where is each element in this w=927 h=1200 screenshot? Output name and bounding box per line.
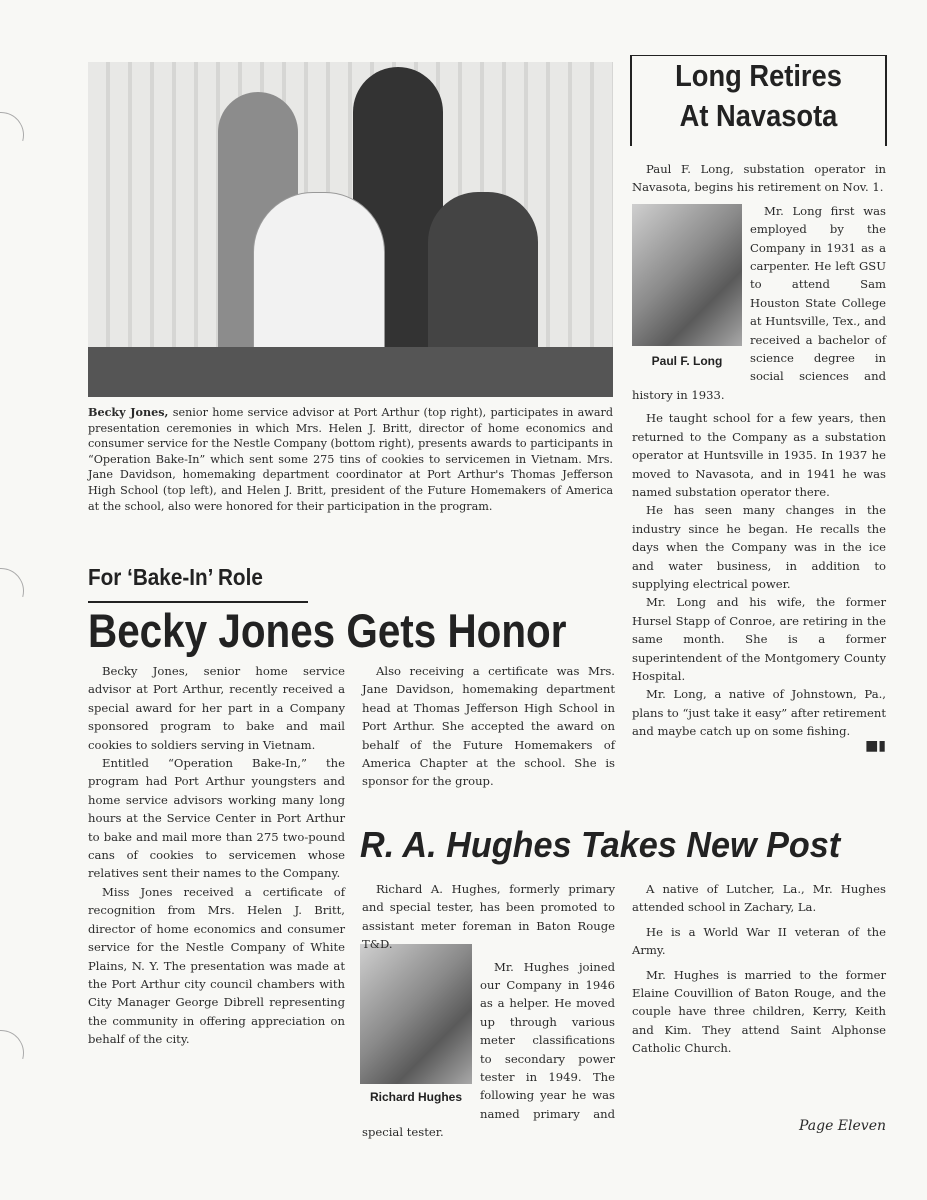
paul-long-photo-caption: Paul F. Long	[651, 353, 723, 368]
long-headline-box	[630, 55, 887, 146]
hughes-article-col2	[632, 880, 886, 1058]
punch-hole	[0, 104, 32, 167]
punch-hole	[0, 1022, 32, 1085]
punch-hole	[0, 560, 32, 623]
paragraph: Entitled “Operation Bake-In,” the program had Port Arthur youngsters and home service advisors working many long hours at the Service Center in Port Arthur to bake and mail more than 275 two-pound cans of cookies to servicemen whose relatives sent their names to the Company.	[88, 756, 345, 881]
paragraph: Mr. Long, a native of Johnstown, Pa., plans to “just take it easy” after retirement and maybe catch up on some fishing.	[632, 687, 886, 739]
richard-hughes-photo-caption: Richard Hughes	[369, 1089, 462, 1104]
paragraph: He is a World War II veteran of the Army.	[632, 924, 886, 958]
hughes-headline: R. A. Hughes Takes New Post	[360, 824, 841, 865]
hughes-article-col1	[362, 880, 615, 1140]
paragraph: He taught school for a few years, then returned to the Company as a substation operator at Huntsville in 1935. In 1937 he moved to Navasota, and in 1941 he was named substation operator there.	[632, 411, 886, 499]
paragraph: Becky Jones, senior home service advisor at Port Arthur, recently received a special award for her part in a Company sponsored program to bake and mail cookies to soldiers serving in Vietnam.	[88, 664, 345, 752]
paragraph: Mr. Long and his wife, the former Hursel Stapp of Conroe, are retiring in the same month. She is a former superintendent of the Montgomery County Hospital.	[632, 595, 886, 683]
paragraph: Mr. Hughes joined our Company in 1946 as a helper. He moved up through various meter classifications to secondary power tester in 1949. The following year he was named primary and special tester.	[362, 959, 615, 1140]
paragraph: Richard A. Hughes, formerly primary and special tester, has been promoted to assistant meter foreman in Baton Rouge T&D.	[362, 882, 615, 952]
paragraph: Mr. Hughes is married to the former Elaine Couvillion of Baton Rouge, and the couple have three children, Kerry, Keith and Kim. They attend Saint Alphonse Catholic Church.	[632, 967, 886, 1056]
caption-text: senior home service advisor at Port Arthur (top right), participates in award presentation ceremonies in which Mrs. Helen J. Britt, director of home economics and consumer service for the Nestle Company (bottom right), presents awards to participants in “Operation Bake-In” which sent some 275 tins of cookies to servicemen in Vietnam. Mrs. Jane Davidson, homemaking department coordinator at Port Arthur's Thomas Jefferson High School (top left), and Helen J. Britt, president of the Future Homemakers of America at the school, also were honored for their participation in the program.	[88, 406, 614, 513]
richard-hughes-photo	[360, 944, 472, 1084]
paragraph: Also receiving a certificate was Mrs. Jane Davidson, homemaking department head at Thomas Jefferson High School in Port Arthur. She accepted the award on behalf of the Future Homemakers of America Chapter at the school. She is sponsor for the group.	[362, 664, 615, 789]
photo-caption	[88, 405, 613, 514]
end-mark-icon: ■▮	[865, 737, 886, 754]
paragraph: He has seen many changes in the industry since he began. He recalls the days when the Company was in the ice and water business, in addition to supplying electrical power.	[632, 503, 886, 591]
long-headline-line1: Long Retires	[675, 58, 842, 93]
becky-headline: Becky Jones Gets Honor	[88, 604, 567, 657]
kicker-rule	[88, 601, 308, 603]
becky-kicker: For ‘Bake-In’ Role	[88, 564, 263, 590]
page-number: Page Eleven	[798, 1118, 886, 1134]
paragraph: Paul F. Long, substation operator in Navasota, begins his retirement on Nov. 1.	[632, 162, 886, 195]
paragraph: Mr. Long first was employed by the Company in 1931 as a carpenter. He left GSU to attend Sam Houston State College at Huntsville, Tex., and received a bachelor of science degree in social sciences and history in 1933.	[632, 203, 886, 402]
richard-hughes-photo-block	[360, 944, 472, 1106]
paragraph: Miss Jones received a certificate of recognition from Mrs. Helen J. Britt, director of home economics and consumer service for the Nestle Company of White Plains, N. Y. The presentation was made at the Port Arthur city council chambers with City Manager George Dibrell representing the community in offering appreciation on behalf of the city.	[88, 884, 345, 1047]
becky-article-col1	[88, 662, 345, 1049]
becky-article-col2	[362, 662, 615, 791]
group-photo	[88, 62, 613, 397]
long-headline-line2: At Navasota	[679, 98, 838, 133]
paul-long-photo-block	[632, 204, 742, 370]
caption-lead: Becky Jones,	[88, 405, 169, 419]
long-article-body	[632, 160, 886, 754]
paul-long-photo	[632, 204, 742, 346]
paragraph: A native of Lutcher, La., Mr. Hughes attended school in Zachary, La.	[632, 882, 886, 915]
